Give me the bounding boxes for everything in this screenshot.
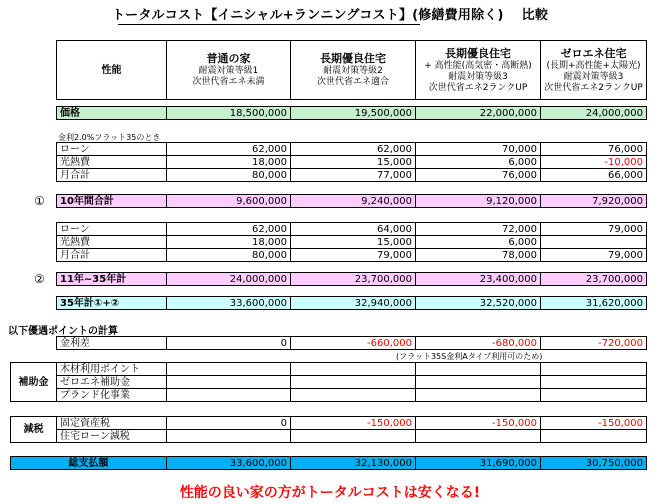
- cell-negative: -150,000: [416, 417, 541, 430]
- cell: 62,000: [291, 143, 416, 156]
- cell-negative: -720,000: [541, 337, 647, 350]
- cell: [541, 376, 647, 389]
- price-row: [57, 107, 647, 120]
- interest-table: [56, 336, 647, 350]
- cell: 78,000: [416, 249, 541, 262]
- cell: 33,600,000: [167, 297, 291, 310]
- cell: [541, 236, 647, 249]
- cell: [541, 389, 647, 402]
- monthly-table-2: [56, 222, 647, 262]
- price-table: [56, 106, 647, 120]
- cell: 72,000: [416, 223, 541, 236]
- cell: 62,000: [167, 143, 291, 156]
- tax-group-label: 減税: [11, 417, 57, 443]
- cell: 32,130,000: [291, 457, 416, 470]
- col-4-name: ゼロエネ住宅: [560, 46, 627, 60]
- cell: [541, 363, 647, 376]
- col-3-name2: + 高性能(高気密・高断熱): [424, 60, 532, 71]
- table-row: [57, 156, 647, 169]
- row-label: 11年~35年計: [57, 273, 167, 286]
- cell: 18,000: [167, 236, 291, 249]
- cell: 18,000: [167, 156, 291, 169]
- cell: 6,000: [416, 156, 541, 169]
- row-label: 光熱費: [57, 156, 167, 169]
- total-row: [11, 457, 647, 470]
- title-text: トータルコスト【イニシャル+ランニングコスト】(修繕費用除く): [111, 8, 504, 23]
- cell: [291, 363, 416, 376]
- cell-negative: -150,000: [541, 417, 647, 430]
- cell: 77,000: [291, 169, 416, 182]
- cell: 23,400,000: [416, 273, 541, 286]
- cell: 9,240,000: [291, 195, 416, 208]
- col-2-spec2: 次世代省エネ適合: [316, 77, 389, 87]
- cell: 33,600,000: [167, 457, 291, 470]
- row-label: 10年間合計: [57, 195, 167, 208]
- cell: [167, 430, 291, 443]
- col-1-name: 普通の家: [206, 52, 251, 65]
- tax-table: [10, 416, 647, 443]
- cell: 7,920,000: [541, 195, 647, 208]
- cell: 76,000: [541, 143, 647, 156]
- cell: [291, 376, 416, 389]
- row-label: 住宅ローン減税: [57, 430, 167, 443]
- cell: [416, 430, 541, 443]
- cell: 23,700,000: [291, 273, 416, 286]
- table-row: [11, 389, 647, 402]
- table-row: [11, 363, 647, 376]
- cell: 70,000: [416, 143, 541, 156]
- interest-note: (フラット35S金利Aタイプ利用可のため): [396, 352, 543, 361]
- total-table: [10, 456, 647, 470]
- sum11-row: [57, 273, 647, 286]
- cell-negative: -150,000: [291, 417, 416, 430]
- sum35-row: [57, 297, 647, 310]
- cell: 24,000,000: [167, 273, 291, 286]
- col-3-spec1: 耐震対策等級3: [448, 71, 508, 82]
- subsidy-table: [10, 362, 647, 402]
- col-3-name: 長期優良住宅: [445, 46, 511, 60]
- cell-negative: -680,000: [416, 337, 541, 350]
- table-row: [11, 417, 647, 430]
- cell: 32,940,000: [291, 297, 416, 310]
- cell: 31,690,000: [416, 457, 541, 470]
- cell: 79,000: [541, 249, 647, 262]
- cell-negative: -660,000: [291, 337, 416, 350]
- cell: [291, 430, 416, 443]
- cell: 64,000: [291, 223, 416, 236]
- benefit-heading: 以下優遇ポイントの計算: [8, 326, 118, 337]
- col-4-spec2: 次世代省エネ2ランクUP: [544, 82, 643, 93]
- cell: [416, 363, 541, 376]
- cell: 76,000: [416, 169, 541, 182]
- interest-row: [57, 337, 647, 350]
- row-label: 光熱費: [57, 236, 167, 249]
- rate-note: 金利2.0%フラット35のとき: [58, 133, 161, 142]
- header-row-label: 性能: [57, 41, 167, 100]
- cell: [167, 389, 291, 402]
- footer-message: 性能の良い家の方がトータルコストは安くなる!: [179, 485, 481, 501]
- cell: 62,000: [167, 223, 291, 236]
- sum11-table: [56, 272, 647, 286]
- price-value: 18,500,000: [167, 107, 291, 120]
- cell: 9,600,000: [167, 195, 291, 208]
- sum11-mark: ②: [34, 272, 45, 286]
- row-label: ブランド化事業: [57, 389, 167, 402]
- price-value: 19,500,000: [291, 107, 416, 120]
- cell: 9,120,000: [416, 195, 541, 208]
- cell: 15,000: [291, 156, 416, 169]
- col-4-spec1: 耐震対策等級3: [563, 71, 624, 82]
- header-table: [56, 40, 647, 100]
- cell: 66,000: [541, 169, 647, 182]
- cell: 0: [167, 337, 291, 350]
- cell: 79,000: [541, 223, 647, 236]
- col-2-name: 長期優良住宅: [320, 52, 386, 65]
- table-row: [57, 249, 647, 262]
- header-col-1: [167, 41, 291, 100]
- col-1-spec2: 次世代省エネ未満: [192, 77, 265, 87]
- price-value: 22,000,000: [416, 107, 541, 120]
- cell: 32,520,000: [416, 297, 541, 310]
- cell: [167, 363, 291, 376]
- cell: 30,750,000: [541, 457, 647, 470]
- cell: [416, 389, 541, 402]
- cell: 79,000: [291, 249, 416, 262]
- title-compare: 比較: [521, 8, 549, 23]
- cell: 80,000: [167, 169, 291, 182]
- row-label: 金利差: [57, 337, 167, 350]
- subsidy-group-label: 補助金: [11, 363, 57, 402]
- cell: [416, 376, 541, 389]
- cell: 6,000: [416, 236, 541, 249]
- sum10-mark: ①: [34, 194, 45, 208]
- row-label: ローン: [57, 223, 167, 236]
- price-label: 価格: [57, 107, 167, 120]
- table-row: [11, 376, 647, 389]
- cell: 15,000: [291, 236, 416, 249]
- col-1-spec1: 耐震対策等級1: [198, 66, 259, 76]
- col-4-name2: (長期+高性能+太陽光): [546, 60, 641, 71]
- cell: 0: [167, 417, 291, 430]
- table-row: [57, 143, 647, 156]
- table-row: [11, 430, 647, 443]
- table-row: [57, 236, 647, 249]
- page-title: [0, 4, 660, 23]
- total-label: 総支払額: [11, 457, 167, 470]
- cell: 23,700,000: [541, 273, 647, 286]
- table-row: [57, 169, 647, 182]
- sum10-row: [57, 195, 647, 208]
- sum10-table: [56, 194, 647, 208]
- col-2-spec1: 耐震対策等級2: [323, 66, 383, 76]
- row-label: 木材利用ポイント: [57, 363, 167, 376]
- col-3-spec2: 次世代省エネ2ランクUP: [428, 82, 528, 93]
- cell-negative: -10,000: [541, 156, 647, 169]
- header-col-3: [416, 41, 541, 100]
- row-label: 固定資産税: [57, 417, 167, 430]
- row-label: ゼロエネ補助金: [57, 376, 167, 389]
- cell: [541, 430, 647, 443]
- table-row: [57, 223, 647, 236]
- header-col-4: [541, 41, 647, 100]
- sum35-table: [56, 296, 647, 310]
- row-label: 月合計: [57, 249, 167, 262]
- header-col-2: [291, 41, 416, 100]
- row-label: 35年計①+②: [57, 297, 167, 310]
- cell: 80,000: [167, 249, 291, 262]
- row-label: 月合計: [57, 169, 167, 182]
- monthly-table-1: [56, 142, 647, 182]
- cell: 31,620,000: [541, 297, 647, 310]
- row-label: ローン: [57, 143, 167, 156]
- price-value: 24,000,000: [541, 107, 647, 120]
- cell: [291, 389, 416, 402]
- title-underline: [118, 24, 420, 25]
- cell: [167, 376, 291, 389]
